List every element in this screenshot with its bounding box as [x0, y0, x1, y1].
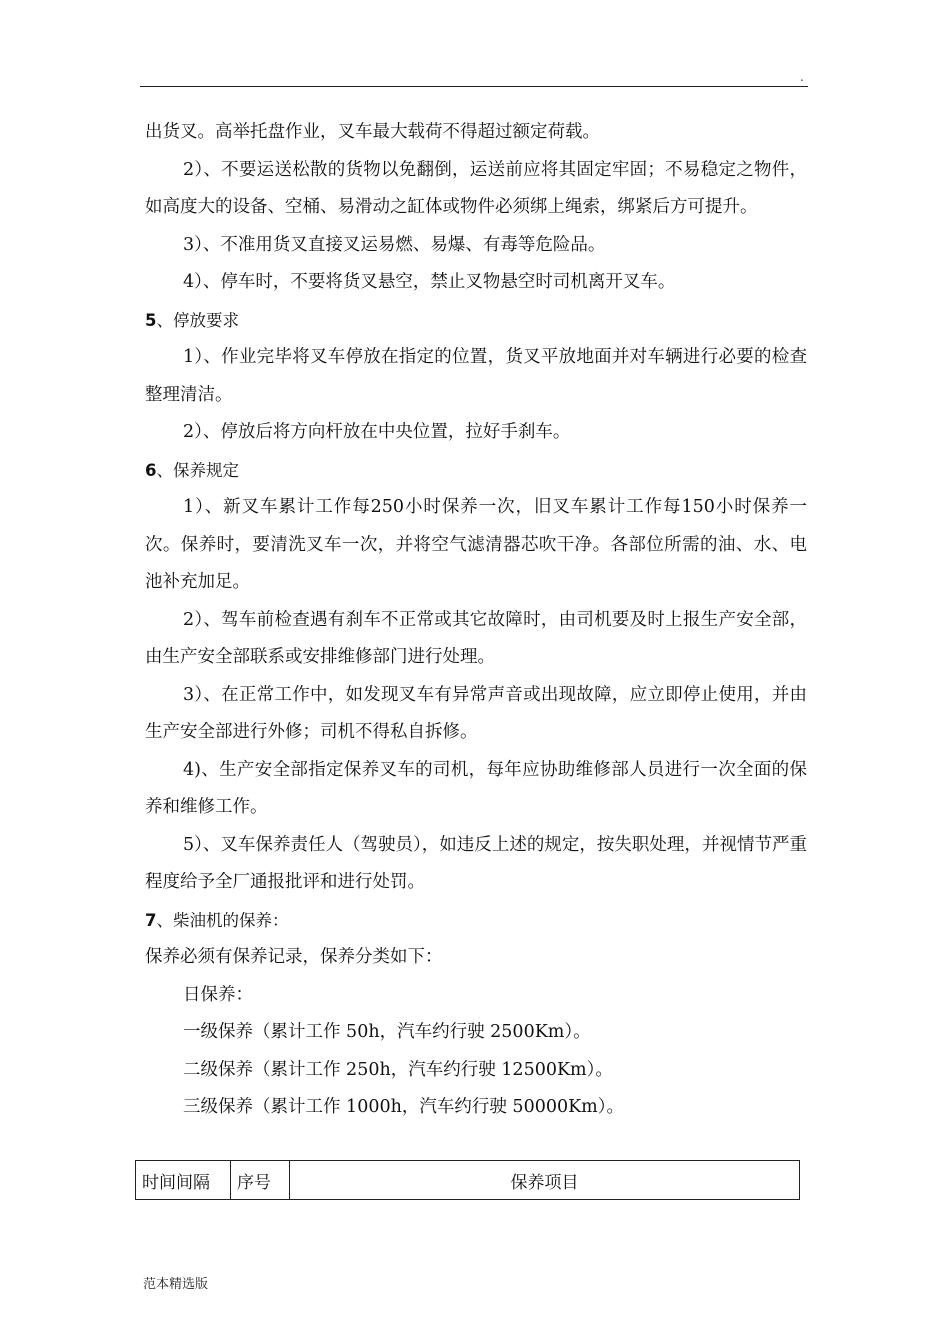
paragraph-3: 4）、停车时，不要将货叉悬空，禁止叉物悬空时司机离开叉车。: [183, 272, 676, 292]
section-heading-7: [145, 902, 807, 940]
paragraph-0: 出货叉。高举托盘作业，叉车最大载荷不得超过额定荷载。: [145, 122, 600, 142]
maintenance-table: [135, 1160, 800, 1200]
paragraph-8: 1）、新叉车累计工作每250小时保养一次，旧叉车累计工作每150小时保养一次。保养时，要清洗叉车一次，并将空气滤清器芯吹干净。各部位所需的油、水、电池补充加足。: [145, 497, 807, 592]
paragraph-18: 三级保养（累计工作 1000h，汽车约行驶 50000Km）。: [183, 1097, 625, 1117]
paragraph-17: 二级保养（累计工作 250h，汽车约行驶 12500Km）。: [183, 1059, 613, 1080]
paragraph-11: 4)、生产安全部指定保养叉车的司机，每年应协助维修部人员进行一次全面的保养和维修工作。: [145, 759, 807, 817]
paragraph-2: 3）、不准用货叉直接叉运易燃、易爆、有毒等危险品。: [183, 234, 606, 255]
header-mark: .: [800, 70, 804, 84]
paragraph-5: 1）、作业完毕将叉车停放在指定的位置，货叉平放地面并对车辆进行必要的检查整理清洁。: [145, 347, 807, 405]
paragraph-6: 2）、停放后将方向杆放在中央位置，拉好手刹车。: [183, 422, 571, 442]
paragraph-9: 2）、驾车前检查遇有刹车不正常或其它故障时，由司机要及时上报生产安全部，由生产安全部联系或安排维修部门进行处理。: [145, 609, 807, 667]
paragraph-14: 保养必须有保养记录，保养分类如下：: [145, 947, 443, 967]
section-heading-5: [145, 302, 807, 340]
paragraph-12: 5）、叉车保养责任人（驾驶员），如违反上述的规定，按失职处理，并视情节严重程度给予全厂通报批评和进行处罚。: [145, 834, 807, 892]
section-title: 、柴油机的保养：: [156, 910, 289, 930]
paragraph-15: 日保养：: [183, 984, 253, 1005]
footer-text: 范本精选版: [143, 1277, 209, 1292]
section-title: 、停放要求: [156, 310, 239, 330]
paragraph-1: 2）、不要运送松散的货物以免翻倒，运送前应将其固定牢固；不易稳定之物件，如高度大的设备、空桶、易滑动之缸体或物件必须绑上绳索，绑紧后方可提升。: [145, 159, 807, 217]
header-rule: [140, 86, 808, 87]
section-number: 6: [145, 460, 157, 480]
paragraph-10: 3）、在正常工作中，如发现叉车有异常声音或出现故障，应立即停止使用，并由生产安全部进行外修；司机不得私自拆修。: [145, 684, 807, 742]
table-header-row: [136, 1161, 800, 1200]
table-header-item: 保养项目: [290, 1161, 800, 1200]
section-number: 7: [145, 910, 157, 930]
document-body: [145, 114, 807, 1127]
table-header-interval: 时间间隔: [136, 1161, 231, 1200]
table-header-number: 序号: [231, 1161, 290, 1200]
paragraph-16: 一级保养（累计工作 50h，汽车约行驶 2500Km）。: [183, 1022, 591, 1042]
section-heading-6: [145, 452, 807, 490]
section-title: 、保养规定: [156, 460, 239, 480]
section-number: 5: [145, 310, 157, 330]
